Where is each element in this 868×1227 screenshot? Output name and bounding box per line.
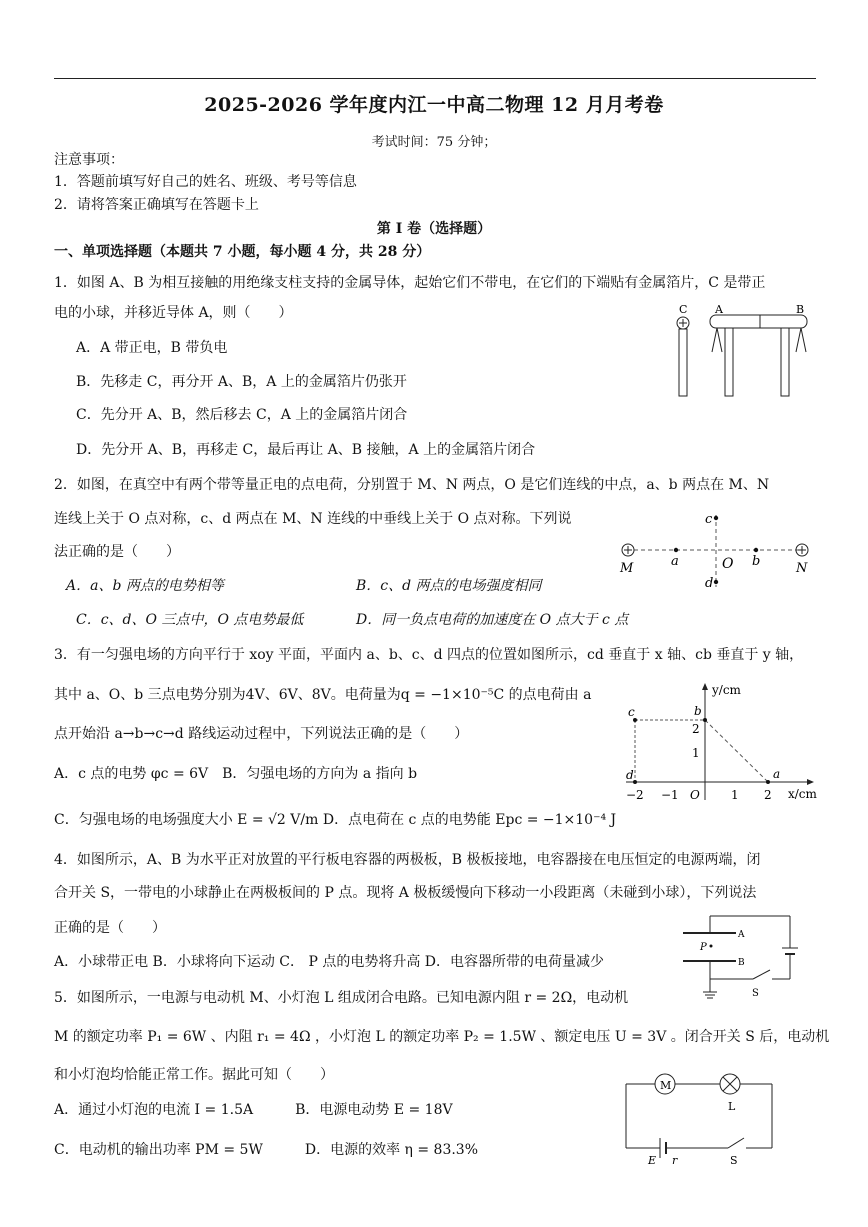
top-rule	[54, 78, 816, 79]
q3-xtick-neg2: −2	[626, 788, 644, 802]
q5-lamp-l: L	[728, 1100, 736, 1113]
q3-stem-line3: 点开始沿 a→b→c→d 路线运动过程中，下列说法正确的是（ ）	[54, 726, 469, 742]
q4-capacitor-figure	[678, 912, 818, 1004]
q5-stem-line1: 5．如图所示，一电源与电动机 M、小灯泡 L 组成闭合电路。已知电源内阻 r = 2Ω，电动机	[54, 990, 629, 1006]
note-item-1: 1．答题前填写好自己的姓名、班级、考号等信息	[54, 174, 357, 190]
q2-stem-line1: 2．如图，在真空中有两个带等量正电的点电荷，分别置于 M、N 两点，O 是它们连线的中点，a、b 两点在 M、N	[54, 477, 770, 493]
q2-label-n: N	[796, 561, 808, 576]
q3-stem-line2: 其中 a、O、b 三点电势分别为4V、6V、8V。电荷量为q = −1×10⁻⁵C 的点电荷由 a	[54, 687, 592, 703]
q4-options: A．小球带正电 B．小球将向下运动 C． P 点的电势将升高 D．电容器所带的电荷量减少	[54, 954, 605, 970]
q1-stem-line1: 1．如图 A、B 为相互接触的用绝缘支柱支持的金属导体，起始它们不带电，在它们的下端贴有金属箔片，C 是带正	[54, 275, 766, 291]
section-title: 第 I 卷（选择题）	[376, 221, 492, 237]
q5-circuit-figure	[618, 1070, 778, 1166]
q3-xtick-1: 1	[731, 788, 739, 802]
q4-stem-line3: 正确的是（ ）	[54, 920, 166, 936]
q1-option-a: A．A 带正电，B 带负电	[76, 340, 228, 356]
q5-stem-line2: M 的额定功率 P₁ = 6W 、内阻 r₁ = 4Ω ，小灯泡 L 的额定功率 P₂ = 1.5W 、额定电压 U = 3V 。闭合开关 S 后，电动机	[54, 1029, 830, 1045]
q1-option-b: B．先移走 C，再分开 A、B，A 上的金属箔片仍张开	[76, 374, 407, 390]
q1-conductor-figure	[665, 300, 825, 400]
q3-xtick-2: 2	[764, 788, 772, 802]
q1-option-c: C．先分开 A、B，然后移去 C，A 上的金属箔片闭合	[76, 407, 408, 423]
q2-label-c: c	[705, 512, 713, 527]
q2-label-m: M	[620, 561, 634, 576]
q5-switch-s: S	[730, 1154, 738, 1166]
exam-title: 2025-2026 学年度内江一中高二物理 12 月月考卷	[204, 94, 664, 116]
q3-ytick-1: 1	[692, 746, 700, 760]
q5-options-cd: C．电动机的输出功率 PM = 5W D．电源的效率 η = 83.3%	[54, 1142, 479, 1158]
q2-option-b: B．c、d 两点的电场强度相同	[356, 578, 542, 594]
q2-label-b: b	[752, 554, 761, 569]
q1-label-a: A	[715, 303, 723, 316]
q2-option-a: A．a、b 两点的电势相等	[66, 578, 224, 594]
q3-options-cd: C．匀强电场的电场强度大小 E = √2 V/m D．点电荷在 c 点的电势能 Epc = −1×10⁻⁴ J	[54, 812, 617, 828]
q2-label-a: a	[671, 554, 679, 569]
q3-stem-line1: 3．有一匀强电场的方向平行于 xoy 平面，平面内 a、b、c、d 四点的位置如图所示，cd 垂直于 x 轴、cb 垂直于 y 轴，	[54, 647, 804, 663]
q5-resistance-r: r	[672, 1154, 678, 1166]
q2-option-c: C．c、d、O 三点中，O 点电势最低	[76, 612, 304, 628]
q4-stem-line1: 4．如图所示，A、B 为水平正对放置的平行板电容器的两极板，B 极板接地，电容器接在电压恒定的电源两端，闭	[54, 852, 761, 868]
q4-point-p: P	[700, 942, 707, 953]
q3-ytick-2: 2	[692, 722, 700, 736]
q3-coordinate-figure	[618, 680, 824, 810]
q2-charges-figure	[612, 505, 818, 595]
q1-label-b: B	[796, 303, 805, 316]
q2-stem-line3: 法正确的是（ ）	[54, 544, 180, 560]
q4-switch-s: S	[752, 988, 759, 999]
q2-label-d: d	[705, 576, 714, 591]
q3-point-d: d	[626, 768, 634, 782]
q2-option-d: D．同一负点电荷的加速度在 O 点大于 c 点	[356, 612, 629, 628]
notes-heading: 注意事项：	[54, 152, 124, 168]
exam-duration: 考试时间：75 分钟；	[371, 135, 497, 150]
q3-point-c: c	[628, 705, 635, 719]
q1-option-d: D．先分开 A、B，再移走 C，最后再让 A、B 接触，A 上的金属箔片闭合	[76, 442, 536, 458]
q4-stem-line2: 合开关 S，一带电的小球静止在两极板间的 P 点。现将 A 极板缓慢向下移动一小段距离（未碰到小球），下列说法	[54, 885, 757, 901]
q3-point-a: a	[773, 767, 781, 781]
q3-point-b: b	[694, 704, 702, 718]
q4-plate-a: A	[738, 930, 745, 940]
q3-options-ab: A．c 点的电势 φc = 6V B．匀强电场的方向为 a 指向 b	[54, 766, 418, 782]
q5-motor-m: M	[660, 1079, 672, 1092]
q5-emf-e: E	[648, 1154, 657, 1166]
q2-stem-line2: 连线上关于 O 点对称，c、d 两点在 M、N 连线的中垂线上关于 O 点对称。下列说	[54, 511, 572, 527]
q2-label-o: O	[722, 556, 734, 572]
part1-heading: 一、单项选择题（本题共 7 小题，每小题 4 分，共 28 分）	[54, 244, 431, 260]
q5-stem-line3: 和小灯泡均恰能正常工作。据此可知（ ）	[54, 1067, 334, 1083]
q3-xtick-neg1: −1	[661, 788, 679, 802]
q3-xlabel: x/cm	[788, 787, 817, 801]
note-item-2: 2．请将答案正确填写在答题卡上	[54, 197, 259, 213]
q3-ylabel: y/cm	[712, 683, 741, 697]
q1-label-c: C	[679, 303, 688, 316]
q1-stem-line2: 电的小球，并移近导体 A，则（ ）	[54, 305, 293, 321]
q3-origin: O	[690, 788, 700, 802]
q4-plate-b: B	[738, 958, 745, 968]
q5-options-ab: A．通过小灯泡的电流 I = 1.5A B．电源电动势 E = 18V	[54, 1102, 453, 1118]
